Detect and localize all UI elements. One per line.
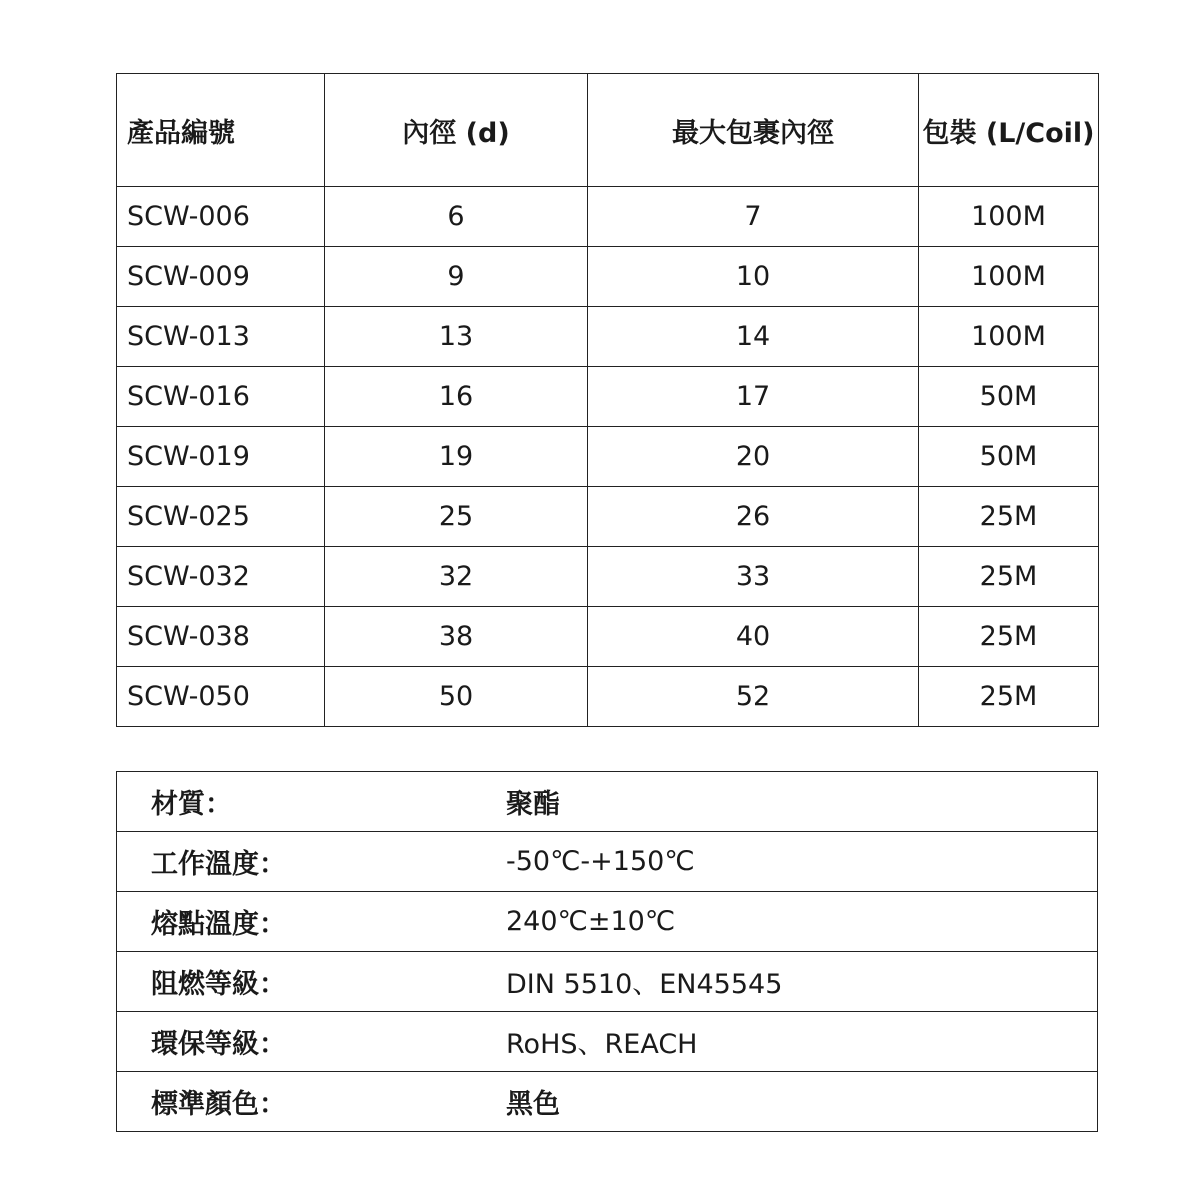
table-row: [117, 667, 1099, 727]
inner-diameter-cell: 9: [325, 247, 588, 307]
property-label-env-rating: 環保等級：: [117, 1012, 477, 1072]
inner-diameter-cell: 25: [325, 487, 588, 547]
property-value-standard-color: 黑色: [476, 1072, 1098, 1132]
max-wrap-diameter-cell: 20: [588, 427, 919, 487]
header-packaging: 包裝 (L/Coil): [919, 74, 1099, 187]
table-row: [117, 427, 1099, 487]
property-value-env-rating: RoHS、REACH: [476, 1012, 1098, 1072]
product-code-cell: SCW-050: [117, 667, 325, 727]
property-value-working-temp: -50℃-+150℃: [476, 832, 1098, 892]
property-row: [117, 892, 1098, 952]
max-wrap-diameter-cell: 52: [588, 667, 919, 727]
inner-diameter-cell: 16: [325, 367, 588, 427]
max-wrap-diameter-cell: 33: [588, 547, 919, 607]
table-row: [117, 607, 1099, 667]
product-code-cell: SCW-038: [117, 607, 325, 667]
product-code-cell: SCW-032: [117, 547, 325, 607]
packaging-cell: 100M: [919, 307, 1099, 367]
property-label-standard-color: 標準顏色：: [117, 1072, 477, 1132]
product-code-cell: SCW-016: [117, 367, 325, 427]
property-label-material: 材質：: [117, 772, 477, 832]
header-inner-diameter: 內徑 (d): [325, 74, 588, 187]
packaging-cell: 25M: [919, 607, 1099, 667]
inner-diameter-cell: 50: [325, 667, 588, 727]
inner-diameter-cell: 38: [325, 607, 588, 667]
max-wrap-diameter-cell: 7: [588, 187, 919, 247]
max-wrap-diameter-cell: 10: [588, 247, 919, 307]
product-code-cell: SCW-006: [117, 187, 325, 247]
packaging-cell: 100M: [919, 247, 1099, 307]
property-row: [117, 1072, 1098, 1132]
table-header-row: [117, 74, 1099, 187]
product-code-cell: SCW-025: [117, 487, 325, 547]
property-label-flame-rating: 阻燃等級：: [117, 952, 477, 1012]
table-row: [117, 187, 1099, 247]
packaging-cell: 25M: [919, 667, 1099, 727]
inner-diameter-cell: 6: [325, 187, 588, 247]
table-row: [117, 247, 1099, 307]
max-wrap-diameter-cell: 26: [588, 487, 919, 547]
product-code-cell: SCW-019: [117, 427, 325, 487]
product-code-cell: SCW-009: [117, 247, 325, 307]
packaging-cell: 100M: [919, 187, 1099, 247]
packaging-cell: 25M: [919, 487, 1099, 547]
property-row: [117, 1012, 1098, 1072]
property-row: [117, 952, 1098, 1012]
packaging-cell: 25M: [919, 547, 1099, 607]
product-spec-table: [116, 73, 1099, 727]
property-label-melting-temp: 熔點溫度：: [117, 892, 477, 952]
max-wrap-diameter-cell: 14: [588, 307, 919, 367]
property-value-material: 聚酯: [476, 772, 1098, 832]
property-row: [117, 832, 1098, 892]
property-value-melting-temp: 240℃±10℃: [476, 892, 1098, 952]
max-wrap-diameter-cell: 40: [588, 607, 919, 667]
inner-diameter-cell: 19: [325, 427, 588, 487]
inner-diameter-cell: 13: [325, 307, 588, 367]
table-row: [117, 487, 1099, 547]
property-label-working-temp: 工作溫度：: [117, 832, 477, 892]
table-row: [117, 367, 1099, 427]
max-wrap-diameter-cell: 17: [588, 367, 919, 427]
table-row: [117, 547, 1099, 607]
packaging-cell: 50M: [919, 367, 1099, 427]
header-max-wrap-diameter: 最大包裹內徑: [588, 74, 919, 187]
product-code-cell: SCW-013: [117, 307, 325, 367]
table-row: [117, 307, 1099, 367]
property-value-flame-rating: DIN 5510、EN45545: [476, 952, 1098, 1012]
packaging-cell: 50M: [919, 427, 1099, 487]
material-properties-table: [116, 771, 1098, 1132]
inner-diameter-cell: 32: [325, 547, 588, 607]
header-product-code: 產品編號: [117, 74, 325, 187]
property-row: [117, 772, 1098, 832]
